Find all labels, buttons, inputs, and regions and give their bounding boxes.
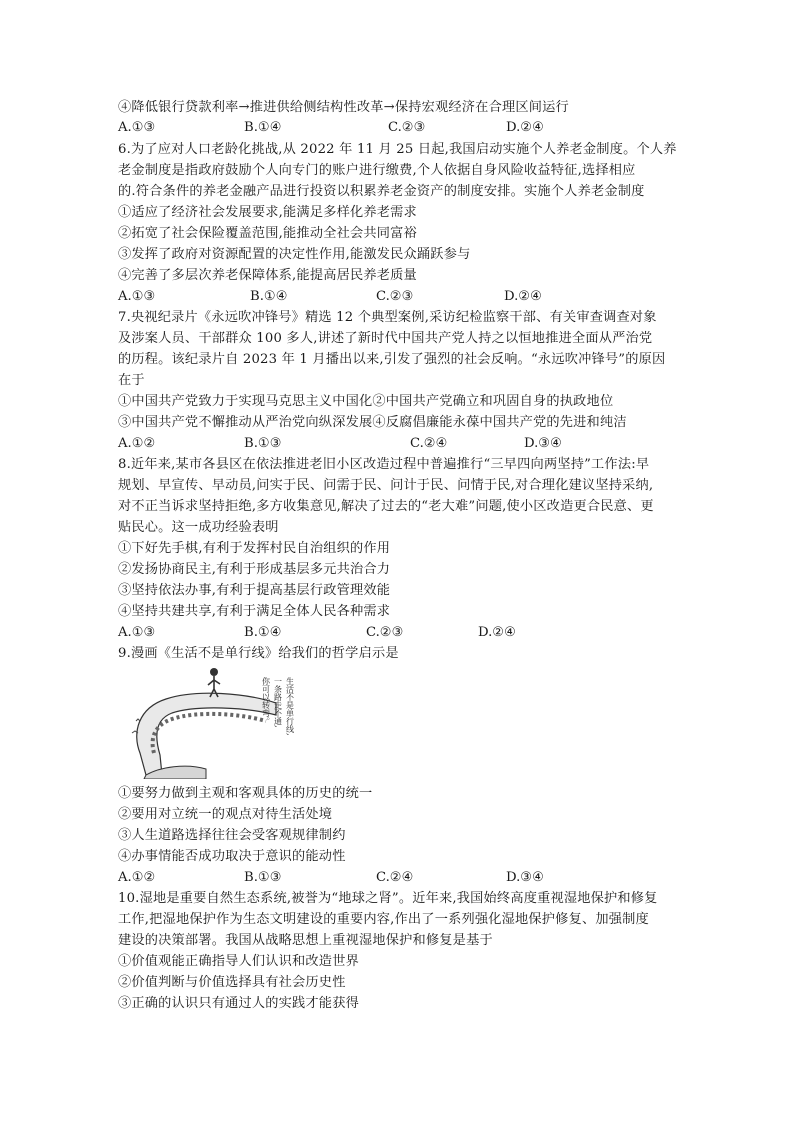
q7-option-d[interactable]: D.③④ bbox=[524, 436, 562, 451]
q5-option-b[interactable]: B.①④ bbox=[244, 120, 282, 135]
q9-option-b[interactable]: B.①③ bbox=[244, 870, 282, 885]
q7-option-b[interactable]: B.①③ bbox=[244, 436, 282, 451]
q9-option-a[interactable]: A.①② bbox=[118, 870, 156, 885]
q7-stem-line-2: 及涉案人员、干部群众 100 多人,讲述了新时代中国共产党人持之以恒地推进全面从严治党 bbox=[118, 331, 653, 346]
q6-option-c[interactable]: C.②③ bbox=[376, 289, 414, 304]
q8-option-b[interactable]: B.①④ bbox=[244, 625, 282, 640]
q5-option-a[interactable]: A.①③ bbox=[118, 120, 156, 135]
road-path-marks bbox=[153, 714, 266, 753]
q10-item-3: ③正确的认识只有通过人的实践才能获得 bbox=[118, 996, 359, 1011]
q10-stem-line-1: 10.湿地是重要自然生态系统,被誉为“地球之肾”。近年来,我国始终高度重视湿地保护和修复 bbox=[118, 891, 658, 906]
q6-option-a[interactable]: A.①③ bbox=[118, 289, 156, 304]
paper-road-shape bbox=[137, 693, 276, 775]
q6-item-3: ③发挥了政府对资源配置的决定性作用,能激发民众踊跃参与 bbox=[118, 247, 471, 262]
q6-option-d[interactable]: D.②④ bbox=[504, 289, 542, 304]
q5-option-d[interactable]: D.②④ bbox=[506, 120, 544, 135]
q7-stem-line-1: 7.央视纪录片《永远吹冲锋号》精选 12 个典型案例,采访纪检监察干部、有关审查调查对象 bbox=[118, 310, 657, 325]
q10-item-2: ②价值判断与价值选择具有社会历史性 bbox=[118, 975, 346, 990]
q6-stem-line-1: 6.为了应对人口老龄化挑战,从 2022 年 11 月 25 日起,我国启动实施个人养老金制度。个人养 bbox=[118, 142, 677, 157]
q6-item-4: ④完善了多层次养老保障体系,能提高居民养老质量 bbox=[118, 268, 417, 283]
q6-stem-line-3: 的.符合条件的养老金融产品进行投资以积累养老金资产的制度安排。实施个人养老金制度 bbox=[118, 184, 645, 199]
q9-option-d[interactable]: D.③④ bbox=[506, 870, 544, 885]
q8-stem-line-4: 贴民心。这一成功经验表明 bbox=[118, 520, 279, 535]
q10-stem-line-2: 工作,把湿地保护作为生态文明建设的重要内容,作出了一系列强化湿地保护修复、加强制度 bbox=[118, 912, 649, 927]
q5-item-4: ④降低银行贷款利率→推进供给侧结构性改革→保持宏观经济在合理区间运行 bbox=[118, 100, 569, 115]
q7-stem-line-4: 在于 bbox=[118, 373, 145, 388]
q8-item-1: ①下好先手棋,有利于发挥村民自治组织的作用 bbox=[118, 541, 391, 556]
q9-stem: 9.漫画《生活不是单行线》给我们的哲学启示是 bbox=[118, 646, 399, 661]
q9-item-3: ③人生道路选择往往会受客观规律制约 bbox=[118, 828, 346, 843]
q8-option-a[interactable]: A.①③ bbox=[118, 625, 156, 640]
q9-item-4: ④办事情能否成功取决于意识的能动性 bbox=[118, 849, 346, 864]
q8-stem-line-3: 对不正当诉求坚持拒绝,多方收集意见,解决了过去的“老大难”问题,使小区改造更合民意、更 bbox=[118, 499, 654, 514]
cartoon-life-not-one-way-street bbox=[126, 663, 306, 779]
q7-stem-line-3: 的历程。该纪录片自 2023 年 1 月播出以来,引发了强烈的社会反响。“永远吹冲锋号”的原因 bbox=[118, 352, 666, 367]
q8-item-3: ③坚持依法办事,有利于提高基层行政管理效能 bbox=[118, 583, 391, 598]
caption-col-1: 生活不是单行线, bbox=[285, 677, 295, 736]
caption-col-3: 你可以转弯。 bbox=[261, 677, 271, 725]
q9-option-c[interactable]: C.②④ bbox=[376, 870, 414, 885]
caption-col-2: 一条路走不通, bbox=[273, 677, 283, 728]
q8-stem-line-2: 规划、早宣传、早动员,问实于民、问需于民、问计于民、问情于民,对合理化建议坚持采纳, bbox=[118, 478, 654, 493]
q6-stem-line-2: 老金制度是指政府鼓励个人向专门的账户进行缴费,个人依据自身风险收益特征,选择相应 bbox=[118, 163, 636, 178]
q8-item-2: ②发扬协商民主,有利于形成基层多元共治合力 bbox=[118, 562, 391, 577]
q9-item-1: ①要努力做到主观和客观具体的历史的统一 bbox=[118, 786, 373, 801]
q10-stem-line-3: 建设的决策部署。我国从战略思想上重视湿地保护和修复是基于 bbox=[118, 933, 493, 948]
q10-item-1: ①价值观能正确指导人们认识和改造世界 bbox=[118, 954, 359, 969]
q8-item-4: ④坚持共建共享,有利于满足全体人民各种需求 bbox=[118, 604, 391, 619]
q7-items-1-2: ①中国共产党致力于实现马克思主义中国化②中国共产党确立和巩固自身的执政地位 bbox=[118, 394, 614, 409]
q9-item-2: ②要用对立统一的观点对待生活处境 bbox=[118, 807, 333, 822]
q8-option-d[interactable]: D.②④ bbox=[478, 625, 516, 640]
q5-option-c[interactable]: C.②③ bbox=[388, 120, 426, 135]
q7-items-3-4: ③中国共产党不懈推动从严治党向纵深发展④反腐倡廉能永葆中国共产党的先进和纯洁 bbox=[118, 415, 627, 430]
q7-option-a[interactable]: A.①② bbox=[118, 436, 156, 451]
q6-item-2: ②拓宽了社会保险覆盖范围,能推动全社会共同富裕 bbox=[118, 226, 417, 241]
q7-option-c[interactable]: C.②④ bbox=[410, 436, 448, 451]
q8-stem-line-1: 8.近年来,某市各县区在依法推进老旧小区改造过程中普遍推行“三早四向两坚持”工作法:早 bbox=[118, 457, 650, 472]
q8-option-c[interactable]: C.②③ bbox=[366, 625, 404, 640]
q6-item-1: ①适应了经济社会发展要求,能满足多样化养老需求 bbox=[118, 205, 417, 220]
q6-option-b[interactable]: B.①④ bbox=[250, 289, 288, 304]
